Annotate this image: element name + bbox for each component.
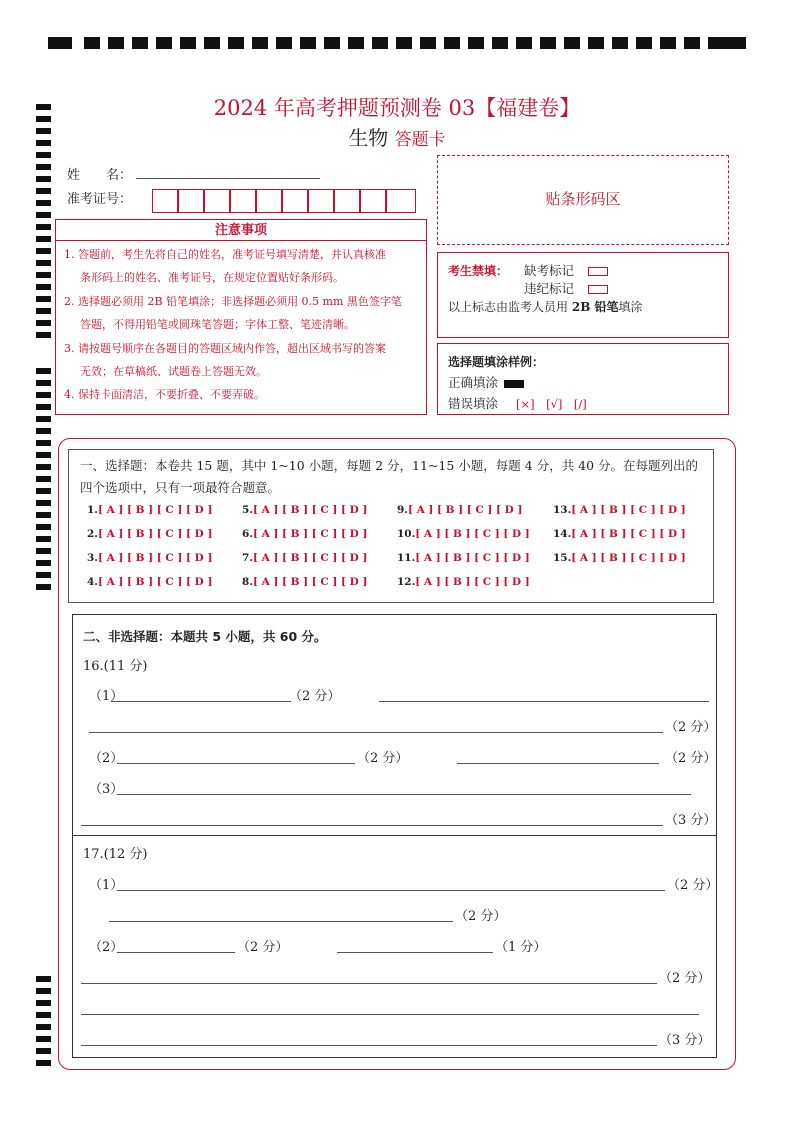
nonmc-heading: 二、非选择题：本题共 5 小题，共 60 分。	[83, 629, 327, 644]
answer-line[interactable]	[81, 1045, 657, 1046]
answer-line[interactable]	[81, 825, 663, 826]
points-label: （2 分）	[455, 909, 507, 924]
answer-line[interactable]	[117, 890, 665, 891]
answer-line[interactable]	[117, 794, 691, 795]
mc-question-1[interactable]	[87, 504, 212, 516]
mc-question-8[interactable]	[242, 576, 367, 588]
notice-item: 4. 保持卡面清洁，不要折叠、不要弄破。	[64, 388, 265, 401]
mc-question-3[interactable]	[87, 552, 212, 564]
answer-line[interactable]	[117, 763, 355, 764]
answer-line[interactable]	[111, 701, 291, 702]
mc-question-6[interactable]	[242, 528, 367, 540]
q17-part2-label: （2）	[89, 940, 124, 955]
mc-question-11[interactable]	[397, 552, 530, 564]
mc-bubbles[interactable]: [ A ] [ B ] [ C ] [ D ]	[252, 576, 368, 588]
mc-bubbles[interactable]: [ A ] [ B ] [ C ] [ D ]	[415, 528, 530, 540]
mc-number: 2.	[87, 528, 98, 540]
non-choice-section	[72, 614, 717, 1058]
mc-question-14[interactable]	[553, 528, 686, 540]
mc-number: 9.	[397, 504, 408, 516]
answer-line[interactable]	[109, 921, 453, 922]
points-label: （2 分）	[665, 751, 717, 766]
q17-label: 17.(12 分)	[83, 847, 148, 862]
answer-line[interactable]	[81, 983, 657, 984]
fill-example-box	[437, 343, 729, 415]
mc-bubbles[interactable]: [ A ] [ B ] [ C ] [ D ]	[252, 504, 368, 516]
mc-question-4[interactable]	[87, 576, 212, 588]
exam-id-box[interactable]	[386, 189, 416, 213]
mc-bubbles[interactable]: [ A ] [ B ] [ C ] [ D ]	[407, 504, 523, 516]
mc-bubbles[interactable]: [ A ] [ B ] [ C ] [ D ]	[97, 576, 213, 588]
mc-number: 15.	[553, 552, 572, 564]
wrong-marks: [×] [√] [/]	[516, 397, 587, 411]
points-label: （2 分）	[289, 689, 341, 704]
fill-example-title: 选择题填涂样例：	[448, 355, 545, 369]
mc-question-12[interactable]	[397, 576, 530, 588]
ban-note-pre: 以上标志由监考人员用	[448, 300, 569, 314]
exam-id-box[interactable]	[204, 189, 230, 213]
points-label: （3 分）	[665, 813, 717, 828]
wrong-label: 错误填涂	[448, 396, 499, 411]
mc-number: 4.	[87, 576, 98, 588]
answer-line[interactable]	[81, 1014, 699, 1015]
mc-question-9[interactable]	[397, 504, 522, 516]
mc-heading: 一、选择题：本卷共 15 题，其中 1~10 小题，每题 2 分，11~15 小题，每题 4 分，共 40 分。在每题列出的四个选项中，只有一项最符合题意。	[80, 458, 699, 495]
wrong-example	[448, 394, 587, 412]
violation-label: 违纪标记	[524, 281, 575, 296]
exam-id-box[interactable]	[282, 189, 308, 213]
mc-number: 6.	[242, 528, 253, 540]
mc-number: 11.	[397, 552, 416, 564]
violation-mark	[524, 279, 608, 297]
absent-label: 缺考标记	[524, 263, 575, 278]
exam-id-box[interactable]	[230, 189, 256, 213]
q17-part1-label: （1）	[89, 878, 124, 893]
filled-mark-icon	[504, 380, 524, 388]
mc-number: 13.	[553, 504, 572, 516]
points-label: （2 分）	[659, 971, 711, 986]
mc-question-10[interactable]	[397, 528, 530, 540]
exam-id-label: 准考证号：	[67, 192, 133, 207]
mc-number: 12.	[397, 576, 416, 588]
notice-item: 无效；在草稿纸、试题卷上答题无效。	[80, 365, 267, 378]
name-label: 姓 名：	[67, 168, 133, 183]
mc-bubbles[interactable]: [ A ] [ B ] [ C ] [ D ]	[252, 552, 368, 564]
q16-label: 16.(11 分)	[83, 659, 148, 674]
subject-label: 生物	[348, 126, 389, 150]
mc-question-7[interactable]	[242, 552, 367, 564]
points-label: （2 分）	[665, 720, 717, 735]
mc-number: 10.	[397, 528, 416, 540]
notice-item: 条形码上的姓名、准考证号，在规定位置贴好条形码。	[80, 271, 344, 284]
page-title: 2024 年高考押题预测卷 03【福建卷】	[213, 96, 581, 120]
absent-checkbox[interactable]	[588, 267, 608, 276]
mc-bubbles[interactable]: [ A ] [ B ] [ C ] [ D ]	[571, 552, 686, 564]
answer-line[interactable]	[379, 701, 709, 702]
q16-part1-label: （1）	[89, 689, 124, 704]
notice-item: 答题，不得用铅笔或圆珠笔答题；字体工整、笔迹清晰。	[80, 318, 355, 331]
mc-bubbles[interactable]: [ A ] [ B ] [ C ] [ D ]	[571, 504, 686, 516]
points-label: （3 分）	[659, 1033, 711, 1048]
mc-number: 14.	[553, 528, 572, 540]
mc-number: 8.	[242, 576, 253, 588]
points-label: （2 分）	[357, 751, 409, 766]
mc-bubbles[interactable]: [ A ] [ B ] [ C ] [ D ]	[415, 552, 530, 564]
mc-question-15[interactable]	[553, 552, 686, 564]
exam-id-box[interactable]	[334, 189, 360, 213]
barcode-label: 贴条形码区	[545, 190, 621, 208]
barcode-area	[437, 155, 729, 245]
mc-question-2[interactable]	[87, 528, 212, 540]
page-subtitle	[0, 122, 794, 151]
mc-number: 3.	[87, 552, 98, 564]
points-label: （1 分）	[495, 940, 547, 955]
answer-line[interactable]	[117, 952, 235, 953]
question-divider	[73, 835, 716, 836]
notice-box	[55, 241, 427, 415]
answer-line[interactable]	[457, 763, 659, 764]
notice-item: 3. 请按题号顺序在各题目的答题区域内作答，超出区域书写的答案	[64, 342, 386, 355]
notice-item: 1. 答题前，考生先将自己的姓名，准考证号填写清楚，并认真核准	[64, 248, 386, 261]
ban-note-post: 填涂	[618, 300, 643, 314]
ban-note	[448, 298, 643, 315]
notice-title: 注意事项	[55, 219, 427, 241]
mc-question-5[interactable]	[242, 504, 367, 516]
absent-mark	[524, 261, 608, 279]
mc-bubbles[interactable]: [ A ] [ B ] [ C ] [ D ]	[97, 528, 213, 540]
answer-line[interactable]	[337, 952, 493, 953]
exam-id-box[interactable]	[308, 189, 334, 213]
points-label: （2 分）	[667, 878, 719, 893]
mc-bubbles[interactable]: [ A ] [ B ] [ C ] [ D ]	[415, 576, 530, 588]
exam-id-box[interactable]	[256, 189, 282, 213]
correct-label: 正确填涂	[448, 375, 499, 390]
mc-bubbles[interactable]: [ A ] [ B ] [ C ] [ D ]	[97, 552, 213, 564]
mc-question-13[interactable]	[553, 504, 686, 516]
answer-line[interactable]	[89, 732, 663, 733]
name-field[interactable]	[136, 178, 320, 179]
q16-part3-label: （3）	[89, 782, 124, 797]
mc-number: 5.	[242, 504, 253, 516]
multiple-choice-section	[68, 449, 714, 603]
violation-checkbox[interactable]	[588, 285, 608, 294]
mc-number: 1.	[87, 504, 98, 516]
mc-bubbles[interactable]: [ A ] [ B ] [ C ] [ D ]	[97, 504, 213, 516]
exam-id-box[interactable]	[360, 189, 386, 213]
timing-marks-top	[48, 37, 746, 51]
sheet-label: 答题卡	[394, 130, 446, 150]
ban-box	[437, 252, 729, 338]
q16-part2-label: （2）	[89, 751, 124, 766]
exam-id-box[interactable]	[152, 189, 178, 213]
points-label: （2 分）	[237, 940, 289, 955]
correct-example	[448, 373, 524, 391]
mc-bubbles[interactable]: [ A ] [ B ] [ C ] [ D ]	[571, 528, 686, 540]
ban-note-bold: 2B 铅笔	[571, 300, 619, 314]
notice-item: 2. 选择题必须用 2B 铅笔填涂；非选择题必须用 0.5 mm 黑色签字笔	[64, 295, 402, 308]
exam-id-box[interactable]	[178, 189, 204, 213]
mc-bubbles[interactable]: [ A ] [ B ] [ C ] [ D ]	[252, 528, 368, 540]
ban-title: 考生禁填：	[448, 264, 509, 278]
mc-number: 7.	[242, 552, 253, 564]
